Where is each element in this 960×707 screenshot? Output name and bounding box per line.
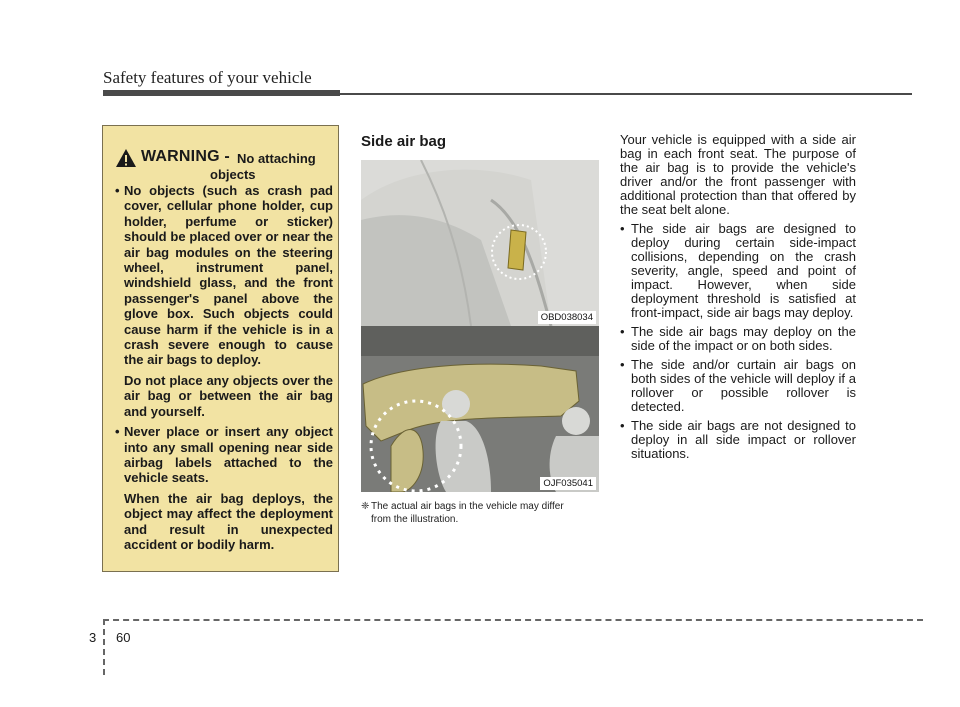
warning-bullet: • Never place or insert any object into any small opening near side airbag labels attached to the vehicle seats. xyxy=(115,424,333,486)
body-bullet: • The side air bags are not designed to deploy in all side impact or rollover situations. xyxy=(620,418,856,461)
body-bullet: • The side and/or curtain air bags on both sides of the vehicle will deploy if a rollover or possible rollover is detected. xyxy=(620,357,856,414)
warning-subtitle-2: objects xyxy=(210,167,256,182)
caption-mark: ❈ xyxy=(361,501,370,512)
header-rule-thin xyxy=(340,93,912,95)
seat-illustration xyxy=(361,160,599,326)
header-rule-thick xyxy=(103,90,340,96)
airbag-illustration xyxy=(361,326,599,492)
body-bullet: • The side air bags may deploy on the side of the impact or on both sides. xyxy=(620,324,856,353)
warning-triangle-icon xyxy=(115,148,137,168)
page-header-title: Safety features of your vehicle xyxy=(103,68,312,87)
warning-bullet-text: No objects (such as crash pad cover, cellular phone holder, cup holder, perfume or sticker) should be placed over or near the air bag modules on the steering wheel, instrument panel, windshield glass, and the front passenger's panel above the glove box. Such objects could cause harm if the vehicle is in a crash severe enough to cause the air bags to deploy. xyxy=(124,183,333,368)
footer-rule xyxy=(103,619,923,621)
page-number: 60 xyxy=(116,630,131,645)
warning-list xyxy=(115,183,333,557)
intro-paragraph: Your vehicle is equipped with a side air bag in each front seat. The purpose of the air bag is to provide the vehicle's driver and/or the front passenger with additional protection than that offered by the seat belt alone. xyxy=(620,132,856,217)
body-text-column xyxy=(620,133,856,466)
footer-vertical-rule xyxy=(103,619,105,675)
warning-bullet: • No objects (such as crash pad cover, cellular phone holder, cup holder, perfume or sticker) should be placed over or near the air bag modules on the steering wheel, instrument panel, windshield glass, and the front passenger's panel above the glove box. Such objects could cause harm if the vehicle is in a crash severe enough to cause the air bags to deploy. xyxy=(115,183,333,368)
warning-bullet-text: Never place or insert any object into any small opening near side airbag labels attached to the vehicle seats. xyxy=(124,424,333,486)
caption-line-2: from the illustration. xyxy=(371,514,459,525)
body-bullet-text: The side air bags are not designed to deploy in all side impact or rollover situations. xyxy=(631,418,856,461)
figure-code: OBD038034 xyxy=(538,311,596,324)
figure-code: OJF035041 xyxy=(540,477,596,490)
warning-bullet-continuation: When the air bag deploys, the object may affect the deployment and result in unexpected accident or bodily harm. xyxy=(124,490,333,552)
airbag-deployment-figure xyxy=(361,326,599,492)
chapter-number: 3 xyxy=(89,630,97,645)
body-bullet: • The side air bags are designed to deploy during certain side-impact collisions, depending on the crash severity, angle, speed and point of impact. However, when side deployment threshold is satisfied at front-impact, side air bags may deploy. xyxy=(620,221,856,320)
body-bullet-text: The side air bags may deploy on the side of the impact or on both sides. xyxy=(631,324,856,353)
seat-airbag-figure xyxy=(361,160,599,326)
warning-bullet-continuation: Do not place any objects over the air bag or between the air bag and yourself. xyxy=(124,372,333,419)
warning-box xyxy=(102,125,339,572)
warning-subtitle: No attaching xyxy=(237,151,316,166)
caption-line-1: The actual air bags in the vehicle may differ xyxy=(371,501,564,512)
figure-caption xyxy=(361,500,601,526)
warning-word: WARNING - xyxy=(141,148,230,165)
body-bullet-text: The side air bags are designed to deploy during certain side-impact collisions, depending on the crash severity, angle, speed and point of impact. However, when side deployment threshold is satisfied at front-impact, side air bags may deploy. xyxy=(631,221,856,320)
section-title: Side air bag xyxy=(361,133,447,150)
body-bullet-text: The side and/or curtain air bags on both sides of the vehicle will deploy if a rollover or possible rollover is detected. xyxy=(631,357,856,414)
